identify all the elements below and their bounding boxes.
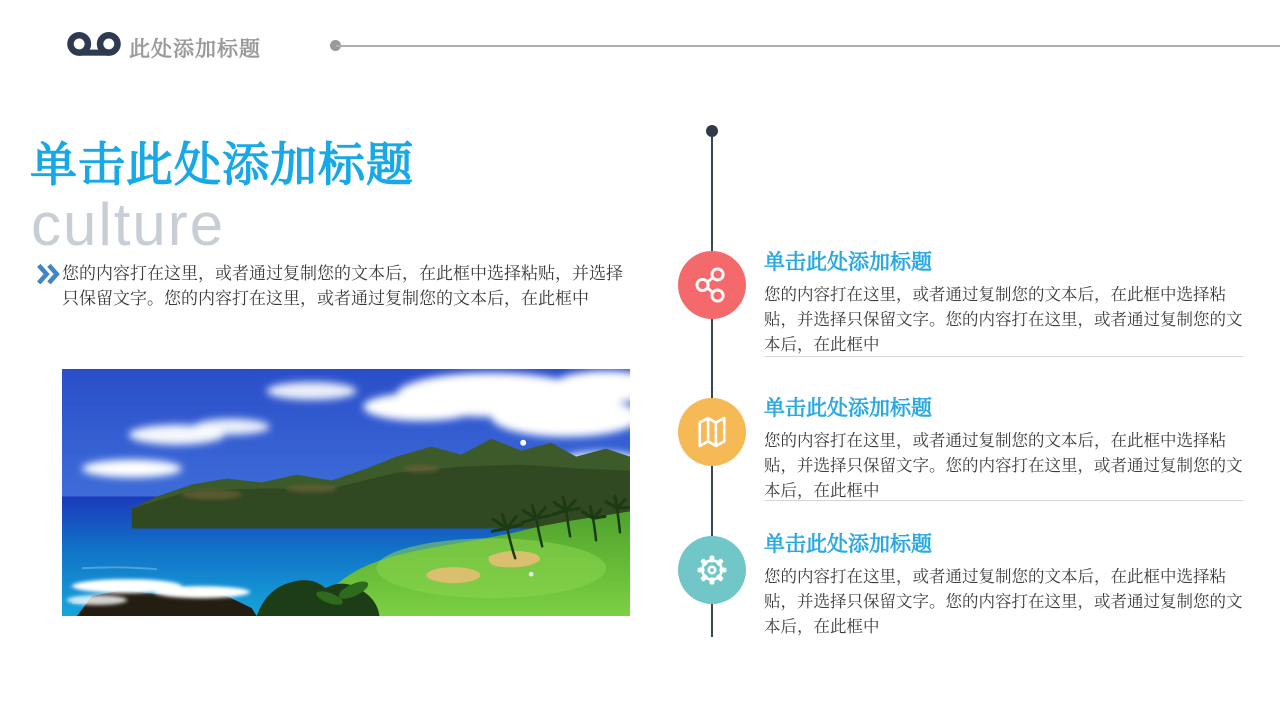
gear-icon <box>692 550 732 590</box>
timeline-item <box>764 392 1244 504</box>
timeline-icon-circle-2 <box>678 398 746 466</box>
timeline-item-title: 单击此处添加标题 <box>764 396 932 420</box>
timeline-icon-circle-1 <box>678 251 746 319</box>
timeline-item-body: 您的内容打在这里，或者通过复制您的文本后，在此框中选择粘贴，并选择只保留文字。您的内容打在这里，或者通过复制您的文本后，在此框中 <box>764 286 1243 354</box>
timeline-divider <box>765 500 1243 501</box>
page-title: 单击此处添加标题 <box>30 138 414 191</box>
timeline-item-body: 您的内容打在这里，或者通过复制您的文本后，在此框中选择粘贴，并选择只保留文字。您的内容打在这里，或者通过复制您的文本后，在此框中 <box>764 568 1243 636</box>
double-chevron-right-icon <box>36 264 60 286</box>
voicemail-logo-icon <box>67 30 121 62</box>
timeline-item <box>764 246 1244 358</box>
timeline-item-body: 您的内容打在这里，或者通过复制您的文本后，在此框中选择粘贴，并选择只保留文字。您的内容打在这里，或者通过复制您的文本后，在此框中 <box>764 432 1243 500</box>
timeline-item <box>764 528 1244 640</box>
tropical-coast-photo <box>62 369 630 616</box>
header-divider-line <box>336 45 1280 47</box>
intro-paragraph: 您的内容打在这里，或者通过复制您的文本后，在此框中选择粘贴，并选择只保留文字。您的内容打在这里，或者通过复制您的文本后，在此框中 <box>62 264 623 308</box>
timeline-icon-circle-3 <box>678 536 746 604</box>
timeline-item-title: 单击此处添加标题 <box>764 250 932 274</box>
page-subtitle: culture <box>31 191 226 258</box>
map-icon <box>692 412 732 452</box>
share-nodes-icon <box>692 265 732 305</box>
timeline-item-title: 单击此处添加标题 <box>764 532 932 556</box>
timeline-divider <box>765 356 1243 357</box>
header-title: 此处添加标题 <box>129 38 261 61</box>
